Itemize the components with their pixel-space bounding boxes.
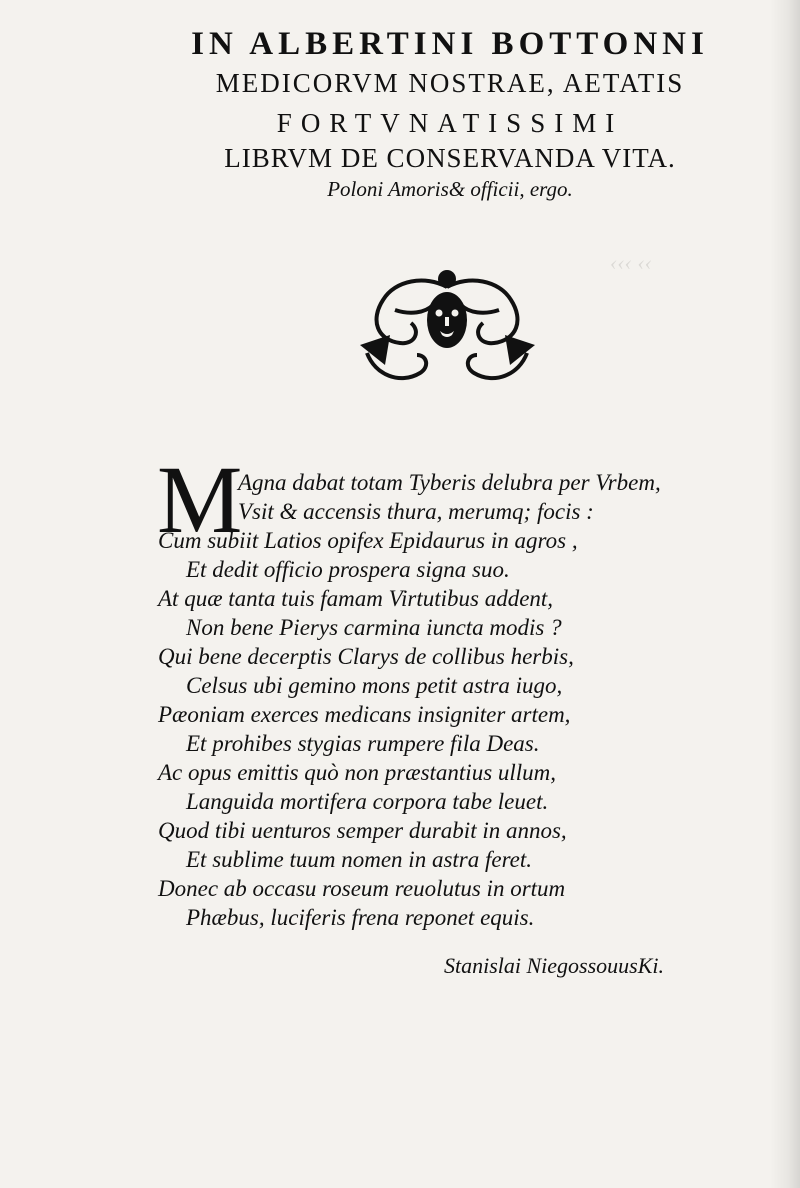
verse-line-7: Qui bene decerptis Clarys de collibus herbis, xyxy=(158,644,574,669)
title-line-4: LIBRVM DE CONSERVANDA VITA. xyxy=(224,143,676,173)
verse-line-3: Cum subiit Latios opifex Epidaurus in agros , xyxy=(158,528,578,553)
verse-line-12: Languida mortifera corpora tabe leuet. xyxy=(186,789,549,814)
title-line-1: IN ALBERTINI BOTTONNI xyxy=(191,26,709,62)
verse-line-1: Agna dabat totam Tyberis delubra per Vrbem, xyxy=(238,470,661,495)
verse-line-2: Vsit & accensis thura, merumq; focis : xyxy=(238,499,594,524)
verse-line-13: Quod tibi uenturos semper durabit in annos, xyxy=(158,818,567,843)
verse-line-5: At quæ tanta tuis famam Virtutibus addent, xyxy=(158,586,554,611)
author-signature: Stanislai NiegossouusKi. xyxy=(444,953,665,978)
verse-line-6: Non bene Pierys carmina iuncta modis ? xyxy=(186,615,562,640)
verse-line-9: Pæoniam exerces medicans insigniter artem, xyxy=(158,702,571,727)
title-line-2: MEDICORVM NOSTRAE, AETATIS xyxy=(215,68,685,98)
grotesque-mask-ornament-icon xyxy=(355,265,540,390)
verse-line-16: Phæbus, luciferis frena reponet equis. xyxy=(186,905,535,930)
verse-line-4: Et dedit officio prospera signa suo. xyxy=(186,557,510,582)
verse-line-8: Celsus ubi gemino mons petit astra iugo, xyxy=(186,673,563,698)
verse-line-14: Et sublime tuum nomen in astra feret. xyxy=(186,847,533,872)
verse-line-11: Ac opus emittis quò non præstantius ullum, xyxy=(158,760,557,785)
drop-capital: M xyxy=(157,446,243,553)
verse-line-15: Donec ab occasu roseum reuolutus in ortum xyxy=(158,876,566,901)
title-line-3: FORTVNATISSIMI xyxy=(276,108,624,138)
verse-line-10: Et prohibes stygias rumpere fila Deas. xyxy=(186,731,540,756)
page-edge-shadow xyxy=(770,0,800,1188)
dedication-line: Poloni Amoris& officii, ergo. xyxy=(327,177,573,201)
bleed-through-decoration: ‹‹‹ ‹‹ xyxy=(610,250,653,275)
